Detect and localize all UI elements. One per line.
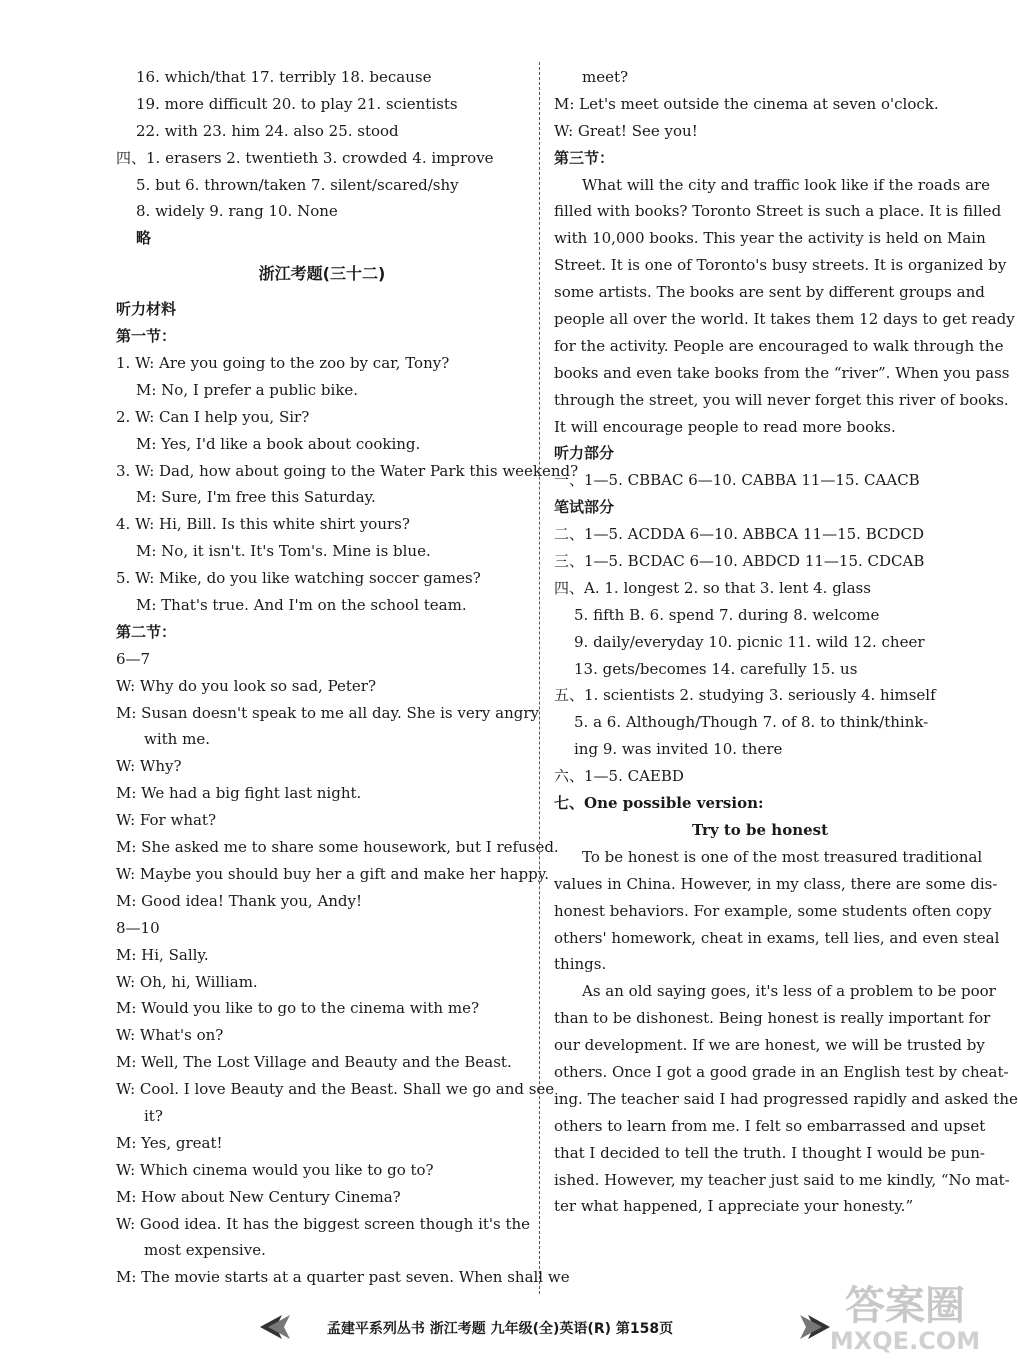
text-line: M: Hi, Sally. [116, 945, 209, 964]
text-line: others. Once I got a good grade in an English test by cheat- [554, 1062, 1009, 1081]
text-line: 8. widely 9. rang 10. None [136, 202, 338, 221]
text-line: 13. gets/becomes 14. carefully 15. us [574, 659, 858, 678]
text-line: W: Oh, hi, William. [116, 972, 258, 991]
text-line: M: Well, The Lost Village and Beauty and the Beast. [116, 1053, 512, 1072]
text-line: 16. which/that 17. terribly 18. because [136, 68, 432, 86]
text-line: ing. The teacher said I had progressed rapidly and asked the [554, 1089, 1018, 1108]
text-line: As an old saying goes, it's less of a problem to be poor [582, 982, 996, 1001]
text-line: M: We had a big fight last night. [116, 784, 362, 803]
watermark-logo [815, 1275, 995, 1355]
text-line: W: Great! See you! [554, 121, 698, 140]
text-line: M: Susan doesn't speak to me all day. She is very angry [116, 703, 539, 722]
text-line: W: What's on? [116, 1026, 224, 1045]
text-line: others' homework, cheat in exams, tell lies, and even steal [554, 928, 1000, 947]
text-line: M: Let's meet outside the cinema at seven o'clock. [554, 94, 939, 113]
text-line: 4. W: Hi, Bill. Is this white shirt yours? [116, 515, 410, 534]
text-line: W: Why? [116, 757, 182, 776]
text-line: 笔试部分 [554, 498, 615, 517]
text-line: M: The movie starts at a quarter past seven. When shall we [116, 1268, 570, 1287]
text-line: 5. fifth B. 6. spend 7. during 8. welcome [574, 605, 880, 624]
text-line: ing 9. was invited 10. there [574, 740, 783, 759]
text-line: M: Yes, I'd like a book about cooking. [136, 434, 421, 453]
text-line: most expensive. [144, 1241, 266, 1260]
text-line: some artists. The books are sent by different groups and [554, 283, 985, 302]
text-line: 略 [136, 229, 152, 248]
text-line: 6—7 [116, 649, 151, 668]
text-line: Street. It is one of Toronto's busy streets. It is organized by [554, 256, 1007, 275]
text-line: 四、1. erasers 2. twentieth 3. crowded 4. improve [116, 148, 494, 167]
text-line: What will the city and traffic look like if the roads are [582, 175, 991, 194]
text-line: 听力材料 [116, 300, 177, 319]
text-line: M: How about New Century Cinema? [116, 1187, 401, 1206]
text-line: W: Good idea. It has the biggest screen though it's the [116, 1214, 531, 1233]
text-line: with 10,000 books. This year the activity is held on Main [554, 229, 986, 248]
text-line: It will encourage people to read more books. [554, 417, 896, 436]
text-line: W: Which cinema would you like to go to? [116, 1160, 434, 1179]
text-line: books and even take books from the “river”. When you pass [554, 363, 1010, 382]
page-footer: 孟建平系列丛书 浙江考题 九年级(全)英语(R) 第158页 [326, 1321, 674, 1337]
text-line: M: Would you like to go to the cinema with me? [116, 999, 479, 1018]
text-line: filled with books? Toronto Street is such a place. It is filled [554, 202, 1002, 221]
text-line: 一、1—5. CBBAC 6—10. CABBA 11—15. CAACB [554, 471, 920, 490]
text-line: 听力部分 [554, 444, 615, 463]
text-line: M: Good idea! Thank you, Andy! [116, 891, 363, 910]
text-line: To be honest is one of the most treasured traditional [582, 847, 983, 866]
section-title: 浙江考题(三十二) [258, 264, 386, 284]
text-line: M: She asked me to share some housework, but I refused. [116, 838, 559, 857]
text-line: M: That's true. And I'm on the school team. [136, 596, 467, 615]
text-line: M: No, I prefer a public bike. [136, 380, 359, 399]
text-line: ter what happened, I appreciate your honesty.” [554, 1197, 914, 1216]
watermark-url: MXQE.COM [829, 1327, 981, 1355]
text-line: our development. If we are honest, we will be trusted by [554, 1036, 985, 1055]
text-line: W: Maybe you should buy her a gift and make her happy. [116, 864, 549, 883]
text-line: 五、1. scientists 2. studying 3. seriously 4. himself [554, 686, 936, 705]
text-line: 9. daily/everyday 10. picnic 11. wild 12. cheer [574, 632, 925, 651]
text-line: people all over the world. It takes them 12 days to get ready [554, 310, 1015, 329]
text-line: 七、One possible version: [554, 794, 764, 813]
text-line: 8—10 [116, 918, 160, 937]
text-line: M: Sure, I'm free this Saturday. [136, 488, 376, 507]
text-line: honest behaviors. For example, some students often copy [554, 901, 992, 920]
text-line: W: Why do you look so sad, Peter? [116, 676, 376, 695]
text-line: that I decided to tell the truth. I thought I would be pun- [554, 1143, 985, 1162]
text-line: 第一节： [116, 327, 177, 346]
text-line: it? [144, 1106, 163, 1125]
text-line: 第二节： [116, 622, 177, 641]
text-line: 1. W: Are you going to the zoo by car, Tony? [116, 354, 450, 373]
text-line: than to be dishonest. Being honest is really important for [554, 1009, 991, 1028]
text-line: ished. However, my teacher just said to me kindly, “No mat- [554, 1170, 1010, 1189]
text-line: 四、A. 1. longest 2. so that 3. lent 4. glass [554, 578, 871, 597]
text-line: things. [554, 955, 607, 974]
left-column [116, 64, 579, 1291]
text-line: 22. with 23. him 24. also 25. stood [136, 121, 399, 140]
text-line: M: No, it isn't. It's Tom's. Mine is blue. [136, 542, 431, 561]
text-line: meet? [582, 68, 629, 86]
text-line: for the activity. People are encouraged to walk through the [554, 336, 1004, 355]
text-line: 3. W: Dad, how about going to the Water Park this weekend? [116, 461, 579, 480]
text-line: 三、1—5. BCDAC 6—10. ABDCD 11—15. CDCAB [554, 552, 925, 571]
text-line: 5. but 6. thrown/taken 7. silent/scared/shy [136, 175, 459, 194]
text-line: others to learn from me. I felt so embarrassed and upset [554, 1116, 986, 1135]
text-line: through the street, you will never forget this river of books. [554, 390, 1009, 409]
text-line: values in China. However, in my class, there are some dis- [554, 874, 998, 893]
text-line: 5. W: Mike, do you like watching soccer games? [116, 569, 481, 588]
text-line: 二、1—5. ACDDA 6—10. ABBCA 11—15. BCDCD [554, 525, 925, 544]
essay-title: Try to be honest [691, 820, 829, 839]
text-line: 2. W: Can I help you, Sir? [116, 407, 310, 426]
watermark-text: 答案圈 [845, 1283, 965, 1329]
text-line: with me. [144, 730, 210, 749]
text-line: 5. a 6. Although/Though 7. of 8. to think/think- [574, 713, 929, 732]
text-line: M: Yes, great! [116, 1133, 223, 1152]
text-line: W: Cool. I love Beauty and the Beast. Shall we go and see [116, 1080, 555, 1099]
text-line: W: For what? [116, 811, 217, 830]
text-line: 六、1—5. CAEBD [554, 767, 684, 786]
text-line: 19. more difficult 20. to play 21. scientists [136, 94, 458, 113]
right-column [554, 64, 1018, 1220]
column-divider [539, 62, 540, 1294]
text-line: 第三节： [554, 148, 615, 167]
